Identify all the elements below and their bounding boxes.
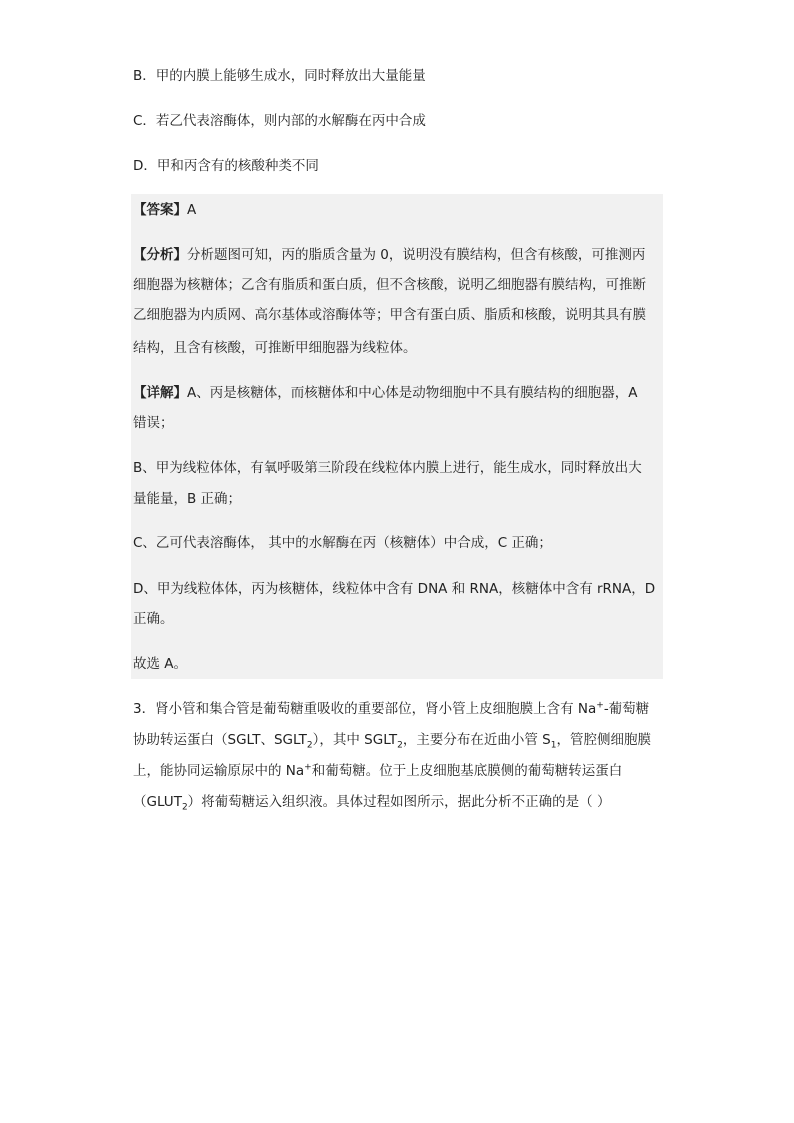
answer-value: A — [187, 202, 197, 218]
option-c[interactable]: C．若乙代表溶酶体，则内部的水解酶在丙中合成 — [133, 113, 426, 129]
question3-line-3: 上，能协同运输原尿中的 Na+和葡萄糖。位于上皮细胞基底膜侧的葡萄糖转运蛋白 — [133, 762, 623, 779]
conclusion-line: 故选 A。 — [133, 656, 188, 672]
detail-a-line-2: 错误； — [133, 415, 174, 431]
answer-explanation-block — [131, 194, 663, 679]
analysis-line-3: 乙细胞器为内质网、高尔基体或溶酶体等；甲含有蛋白质、脂质和核酸，说明其具有膜 — [133, 307, 646, 323]
option-b[interactable]: B．甲的内膜上能够生成水，同时释放出大量能量 — [133, 68, 426, 84]
option-d[interactable]: D．甲和丙含有的核酸种类不同 — [133, 158, 319, 174]
analysis-label: 【分析】 — [133, 247, 187, 263]
detail-b-line-2: 量能量，B 正确； — [133, 491, 242, 507]
question3-line-1: 3．肾小管和集合管是葡萄糖重吸收的重要部位，肾小管上皮细胞膜上含有 Na+-葡萄糖 — [133, 700, 650, 717]
answer-line — [133, 200, 196, 220]
analysis-line-2: 细胞器为核糖体；乙含有脂质和蛋白质，但不含核酸，说明乙细胞器有膜结构，可推断 — [133, 277, 646, 293]
detail-label: 【详解】 — [133, 385, 187, 401]
analysis-line-1: 【分析】分析题图可知，丙的脂质含量为 0，说明没有膜结构，但含有核酸，可推测丙 — [133, 247, 646, 263]
detail-d-line-1: D、甲为线粒体体，丙为核糖体，线粒体中含有 DNA 和 RNA，核糖体中含有 rRNA，D — [133, 581, 656, 597]
analysis-line-4: 结构，且含有核酸，可推断甲细胞器为线粒体。 — [133, 340, 417, 356]
detail-b-line-1: B、甲为线粒体体，有氧呼吸第三阶段在线粒体内膜上进行，能生成水，同时释放出大 — [133, 460, 642, 476]
detail-d-line-2: 正确。 — [133, 611, 174, 627]
detail-a-line-1: 【详解】A、丙是核糖体，而核糖体和中心体是动物细胞中不具有膜结构的细胞器，A — [133, 385, 638, 401]
answer-label: 【答案】 — [133, 202, 187, 218]
detail-c-line: C、乙可代表溶酶体， 其中的水解酶在丙（核糖体）中合成，C 正确； — [133, 535, 552, 551]
question3-line-2: 协助转运蛋白（SGLT、$SGLT_2$），其中 $SGLT_2$，主要分布在近曲小管 $S_1$，管腔侧细胞膜 — [133, 732, 651, 751]
question3-line-4: $(GLUT_2)$将葡萄糖运入组织液。具体过程如图所示，据此分析不正确的是（ ） — [133, 794, 611, 813]
